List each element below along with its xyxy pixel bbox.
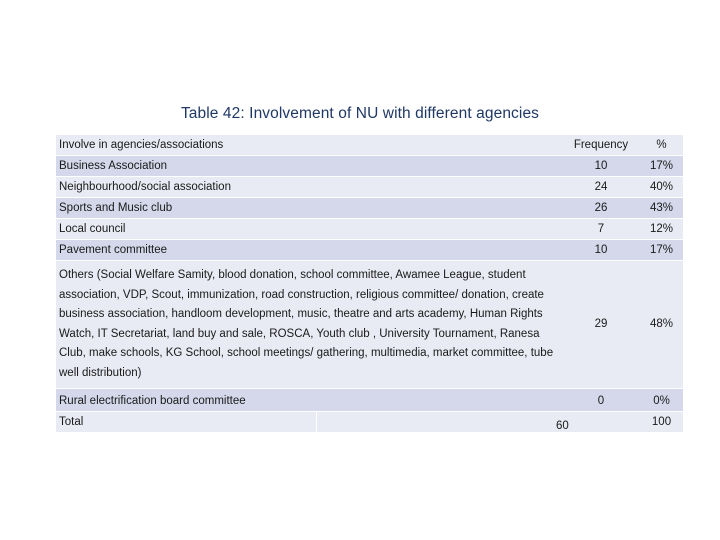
header-agency: Involve in agencies/associations [56,135,562,156]
rural-frequency: 0 [562,388,640,411]
header-percent: % [640,135,683,156]
total-label: Total [59,415,84,428]
row-name: Sports and Music club [56,198,562,219]
table-row [56,156,683,177]
row-percent: 40% [640,177,683,198]
row-name: Local council [56,219,562,240]
row-name: Pavement committee [56,240,562,261]
row-percent: 12% [640,219,683,240]
row-percent: 17% [640,156,683,177]
row-percent: 17% [640,240,683,261]
table-header-row [56,135,683,156]
table-row [56,219,683,240]
table-row [56,177,683,198]
others-percent: 48% [640,261,683,389]
rural-name: Rural electrification board committee [56,388,562,411]
table-row [56,240,683,261]
row-frequency: 10 [562,240,640,261]
header-frequency: Frequency [562,135,640,156]
table-row-others [56,261,683,389]
row-frequency: 7 [562,219,640,240]
others-frequency: 29 [562,261,640,389]
row-frequency: 10 [562,156,640,177]
row-frequency: 26 [562,198,640,219]
total-divider [316,412,317,432]
table-row-total [56,411,683,432]
table-title: Table 42: Involvement of NU with different agencies [180,105,540,122]
row-percent: 43% [640,198,683,219]
row-frequency: 24 [562,177,640,198]
total-percent: 100 [640,411,683,432]
rural-percent: 0% [640,388,683,411]
row-name: Business Association [56,156,562,177]
involvement-table [56,134,683,432]
total-cell [56,411,640,432]
table-row [56,198,683,219]
total-frequency: 60 [556,419,569,432]
row-name: Neighbourhood/social association [56,177,562,198]
others-name: Others (Social Welfare Samity, blood donation, school committee, Awamee League, student association, VDP, Scout, immunization, road construction, religious committee/ donation, create business association, handloom development, music, theatre and arts academy, Human Rights Watch, IT Secretariat, land buy and sale, ROSCA, Youth club , University Tournament, Ranesa Club, make schools, KG School, school meetings/ gathering, multimedia, market committee, tube well distribution) [56,261,562,389]
table-row-rural [56,388,683,411]
